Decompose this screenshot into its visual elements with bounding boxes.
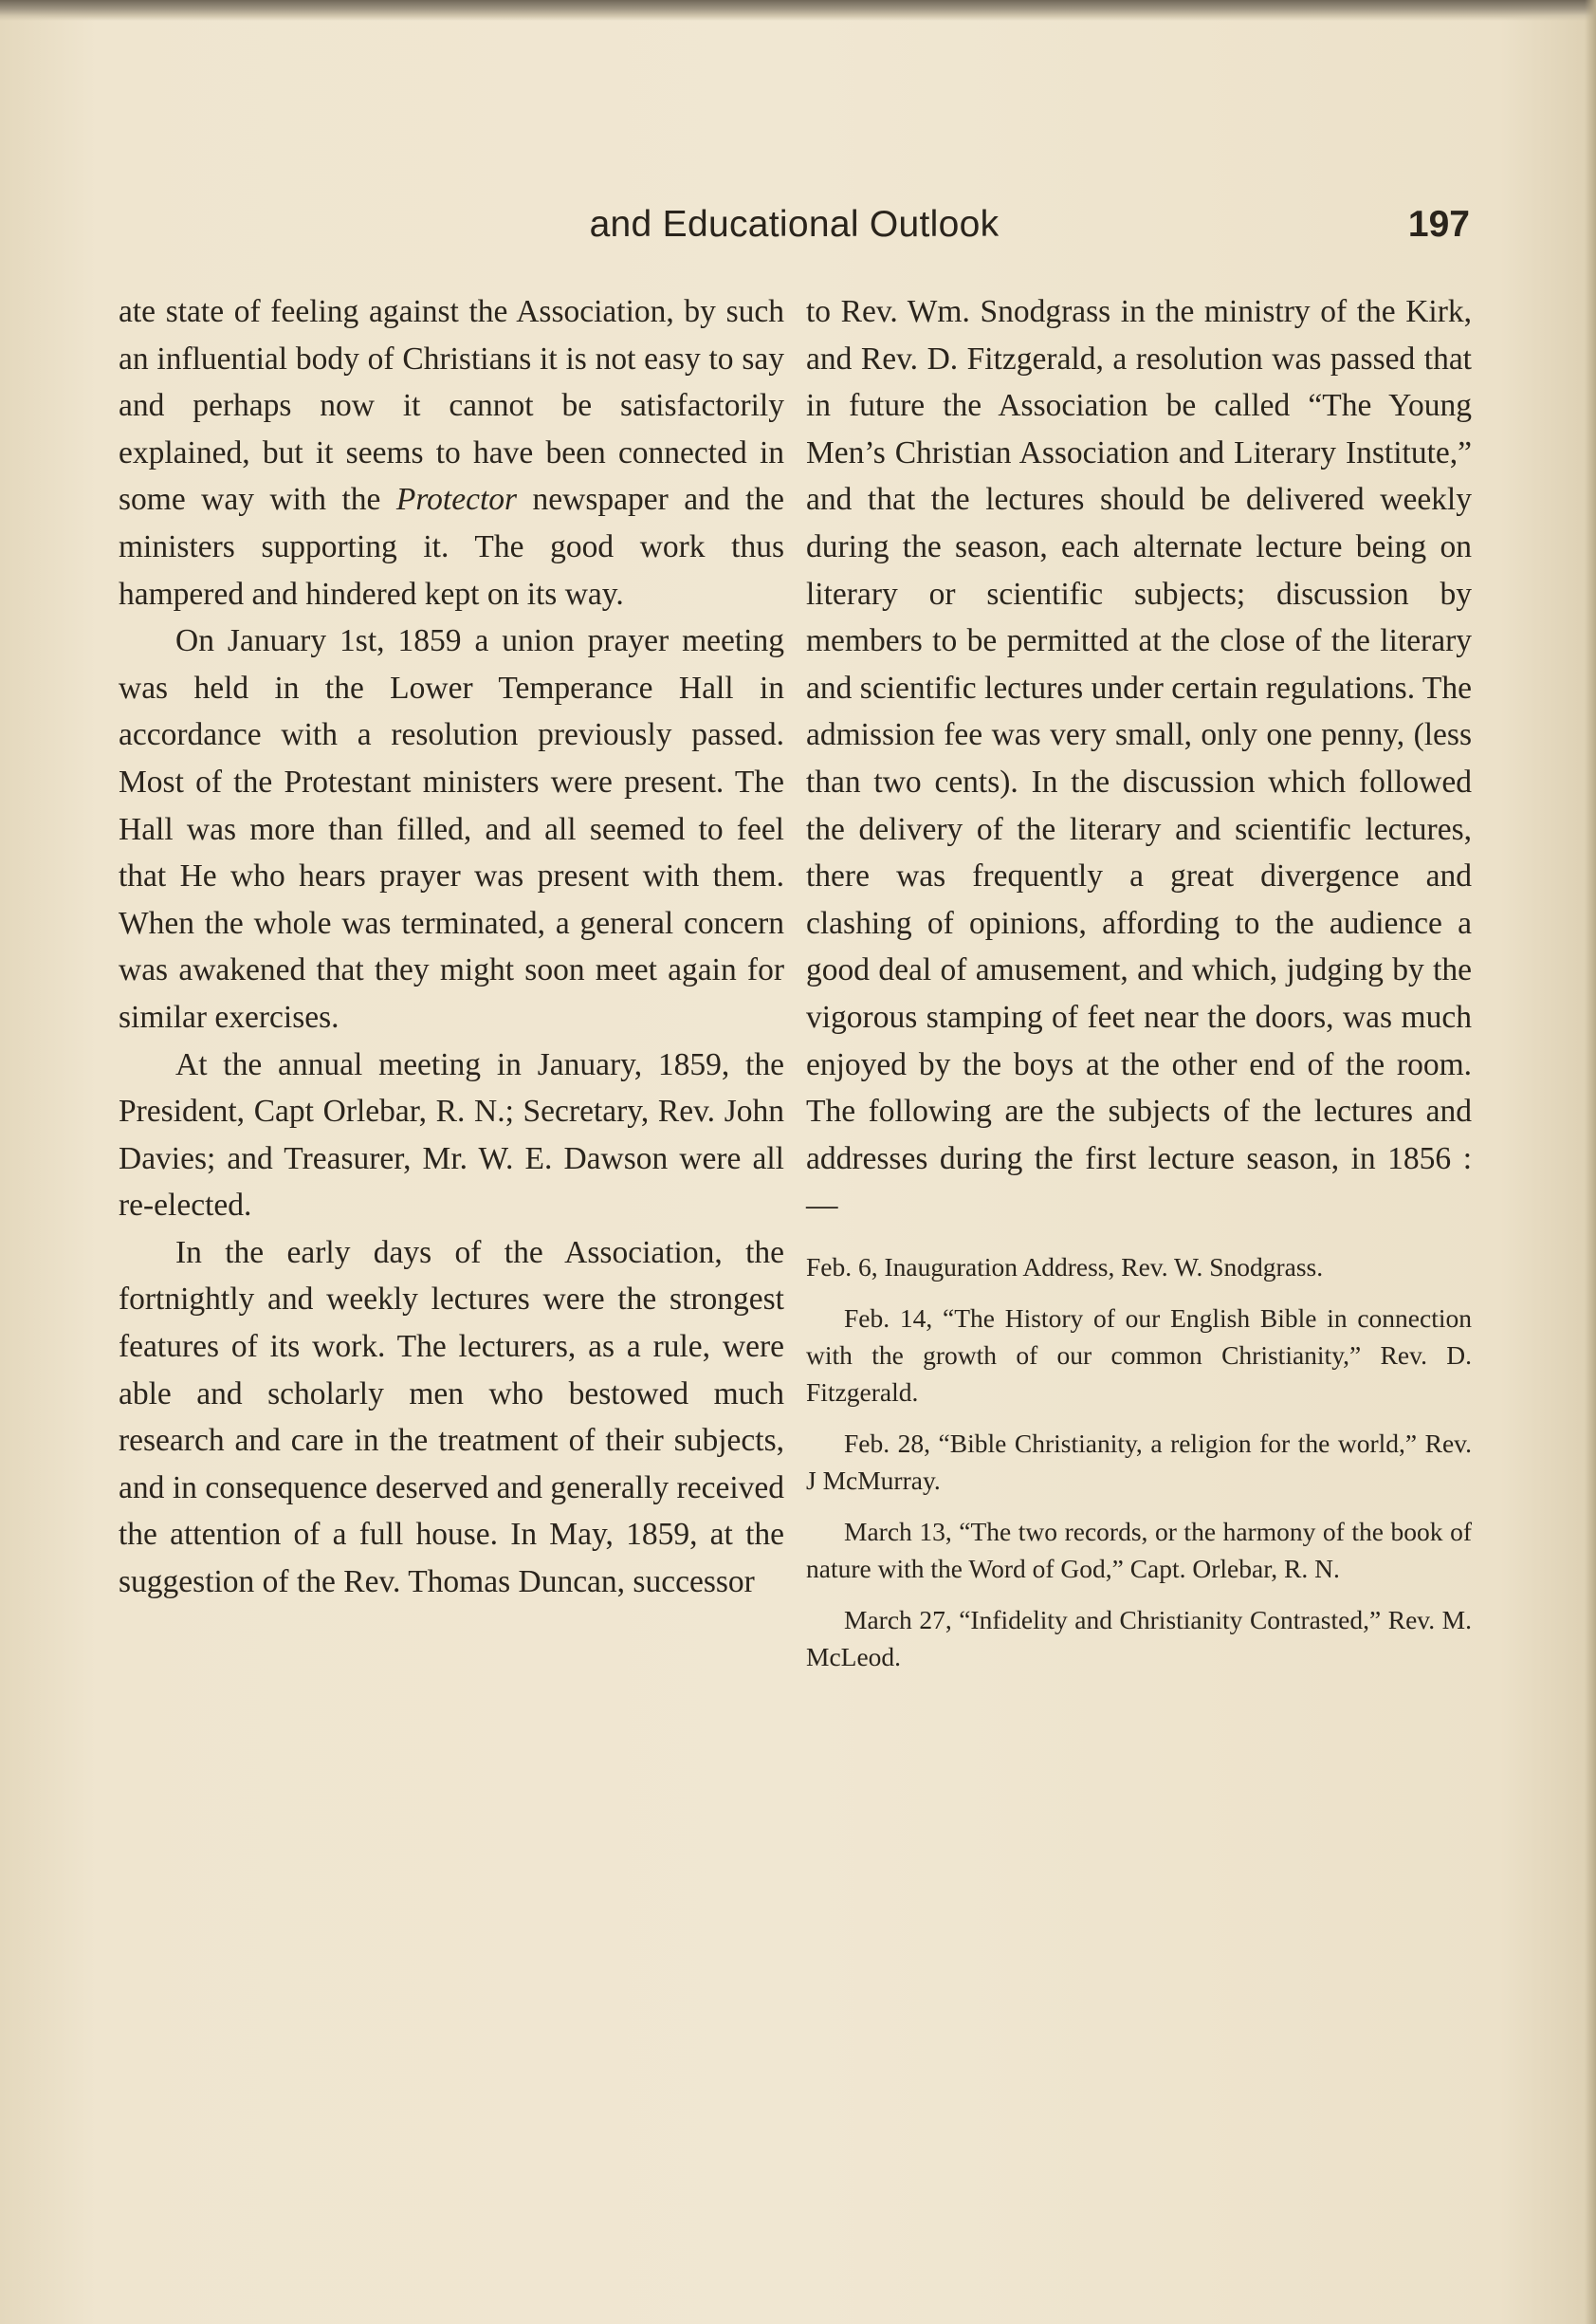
paragraph-5: to Rev. Wm. Snodgrass in the ministry of the Kirk, and Rev. D. Fitzgerald, a resolution was passed that in future the Association be called “The Young Men’s Christian Association and Literary Institute,” and that the lectures should be delivered weekly during the season, each alternate lecture being on literary or scientific subjects; discussion by members to be permitted at the close of the literary and scientific lectures under certain regulations. The admission fee was very small, only one penny, (less than two cents). In the discussion which followed the delivery of the literary and scientific lectures, there was frequently a great divergence and clashing of opinions, affording to the audience a good deal of amusement, and which, judging by the vigorous stamping of feet near the doors, was much enjoyed by the boys at the other end of the room. The following are the subjects of the lectures and addresses during the first lecture season, in 1856 :— [806, 294, 1472, 1224]
lecture-entry: March 27, “Infidelity and Christianity Contrasted,” Rev. M. McLeod. [806, 1604, 1472, 1671]
lecture-entry: Feb. 28, “Bible Christianity, a religion for the world,” Rev. J McMurray. [806, 1428, 1472, 1495]
lecture-list [806, 1248, 1472, 1675]
newspaper-title: Protector [395, 482, 518, 518]
page-number: 197 [1407, 204, 1470, 245]
lecture-entry: March 13, “The two records, or the harmony of the book of nature with the Word of God,” Capt. Orlebar, R. N. [806, 1516, 1472, 1583]
page-right-edge [1585, 0, 1596, 2324]
right-column [806, 288, 1472, 1689]
left-column [119, 288, 784, 1606]
paragraph-2: On January 1st, 1859 a union prayer meeting was held in the Lower Temperance Hall in accordance with a resolution previously passed. Most of the Protestant ministers were present. The Hall was more than filled, and all seemed to feel that He who hears prayer was present with them. When the whole was terminated, a general concern was awakened that they might soon meet again for similar exercises. [119, 623, 784, 1035]
paragraph-4: In the early days of the Association, the fortnightly and weekly lectures were the strongest features of its work. The lecturers, as a rule, were able and scholarly men who bestowed much research and care in the treatment of their subjects, and in consequence deserved and generally received the attention of a full house. In May, 1859, at the suggestion of the Rev. Thomas Duncan, successor [119, 1234, 784, 1600]
paragraph-1-text-a: ate state of feeling against the Association, by such an influential body of Christians it is not easy to say and perhaps now it cannot be satisfactorily explained, but it seems to have been connected in some way with the [119, 294, 784, 518]
page-top-edge [0, 0, 1596, 21]
paragraph-1 [119, 288, 784, 618]
page-header [119, 204, 1470, 261]
running-head: and Educational Outlook [589, 204, 1000, 245]
paragraph-3: At the annual meeting in January, 1859, the President, Capt Orlebar, R. N.; Secretary, Rev. John Davies; and Treasurer, Mr. W. E. Dawson were all re-elected. [119, 1046, 784, 1224]
lecture-entry: Feb. 14, “The History of our English Bible in connection with the growth of our common Christianity,” Rev. D. Fitzgerald. [806, 1302, 1472, 1407]
paragraph-1-text-b: newspaper and the ministers supporting it. The good work thus hampered and hindered kept on its way. [119, 482, 784, 612]
lecture-entry: Feb. 6, Inauguration Address, Rev. W. Snodgrass. [806, 1251, 1324, 1282]
